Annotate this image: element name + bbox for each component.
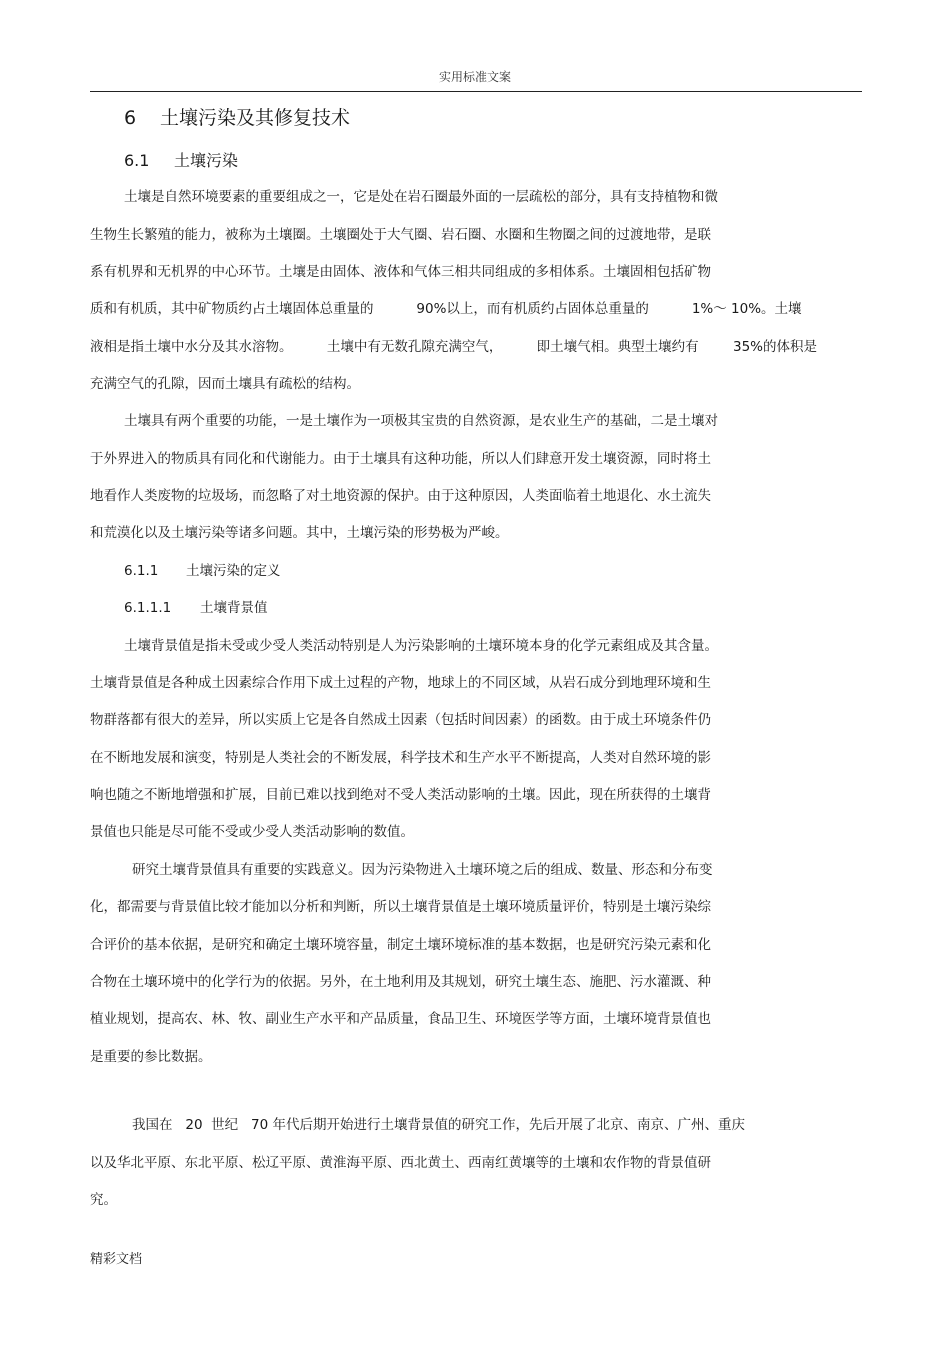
paragraph-line: 液相是指土壤中水分及其水溶物。 土壤中有无数孔隙充满空气， 即土壤气相。典型土壤约有 35%的体积是 [90,339,817,355]
paragraph-line: 土壤背景值是指未受或少受人类活动特别是人为污染影响的土壤环境本身的化学元素组成及其含量。 [124,638,718,654]
paragraph-line: 景值也只能是尽可能不受或少受人类活动影响的数值。 [90,824,414,840]
subsubsection-number: 6.1.1.1 [124,600,172,616]
page-footer: 精彩文档 [90,1252,143,1267]
paragraph-line: 充满空气的孔隙，因而土壤具有疏松的结构。 [90,376,360,392]
section-title-text: 土壤污染 [174,151,239,170]
paragraph-line: 和荒漠化以及土壤污染等诸多问题。其中，土壤污染的形势极为严峻。 [90,525,509,541]
section-title [124,151,238,171]
paragraph-line: 化，都需要与背景值比较才能加以分析和判断，所以土壤背景值是土壤环境质量评价，特别是土壤污染综 [90,899,711,915]
paragraph-line: 物群落都有很大的差异，所以实质上它是各自然成土因素（包括时间因素）的函数。由于成土环境条件仍 [90,712,711,728]
section-number: 6.1 [124,151,150,170]
paragraph-line: 土壤背景值是各种成土因素综合作用下成土过程的产物，地球上的不同区域，从岩石成分到地理环境和生 [90,675,711,691]
header-divider [90,91,862,92]
paragraph-line: 是重要的参比数据。 [90,1049,212,1065]
paragraph-line: 我国在 20 世纪 70 年代后期开始进行土壤背景值的研究工作，先后开展了北京、南京、广州、重庆 [132,1117,745,1133]
paragraph-line: 生物生长繁殖的能力，被称为土壤圈。土壤圈处于大气圈、岩石圈、水圈和生物圈之间的过渡地带，是联 [90,227,711,243]
page-header: 实用标准文案 [438,70,511,84]
paragraph-line: 植业规划，提高农、林、牧、副业生产水平和产品质量，食品卫生、环境医学等方面，土壤环境背景值也 [90,1011,711,1027]
paragraph-line: 以及华北平原、东北平原、松辽平原、黄淮海平原、西北黄土、西南红黄壤等的土壤和农作物的背景值研 [90,1155,711,1171]
chapter-title-text: 土壤污染及其修复技术 [160,107,351,129]
subsubsection-title-text: 土壤背景值 [200,600,268,616]
paragraph-line: 响也随之不断地增强和扩展，目前已难以找到绝对不受人类活动影响的土壤。因此，现在所获得的土壤背 [90,787,711,803]
paragraph-line: 研究土壤背景值具有重要的实践意义。因为污染物进入土壤环境之后的组成、数量、形态和分布变 [132,862,713,878]
chapter-title [124,106,350,130]
subsection-number: 6.1.1 [124,563,159,579]
paragraph-line: 土壤是自然环境要素的重要组成之一，它是处在岩石圈最外面的一层疏松的部分，具有支持植物和微 [124,189,718,205]
chapter-number: 6 [124,107,137,129]
subsubsection-title [124,599,268,617]
paragraph-line: 在不断地发展和演变，特别是人类社会的不断发展，科学技术和生产水平不断提高，人类对自然环境的影 [90,750,711,766]
paragraph-line: 合物在土壤环境中的化学行为的依据。另外，在土地利用及其规划，研究土壤生态、施肥、污水灌溉、种 [90,974,711,990]
paragraph-line: 究。 [90,1192,117,1208]
subsection-title-text: 土壤污染的定义 [186,563,281,579]
paragraph-line: 系有机界和无机界的中心环节。土壤是由固体、液体和气体三相共同组成的多相体系。土壤固相包括矿物 [90,264,711,280]
paragraph-line: 质和有机质，其中矿物质约占土壤固体总重量的 90%以上，而有机质约占固体总重量的 1%～ 10%。土壤 [90,301,802,317]
paragraph-line: 地看作人类废物的垃圾场，而忽略了对土地资源的保护。由于这种原因，人类面临着土地退化、水土流失 [90,488,711,504]
paragraph-line: 土壤具有两个重要的功能，一是土壤作为一项极其宝贵的自然资源，是农业生产的基础，二是土壤对 [124,413,718,429]
paragraph-line: 于外界进入的物质具有同化和代谢能力。由于土壤具有这种功能，所以人们肆意开发土壤资源，同时将土 [90,451,711,467]
paragraph-line: 合评价的基本依据，是研究和确定土壤环境容量，制定土壤环境标准的基本数据，也是研究污染元素和化 [90,937,711,953]
subsection-title [124,562,281,580]
